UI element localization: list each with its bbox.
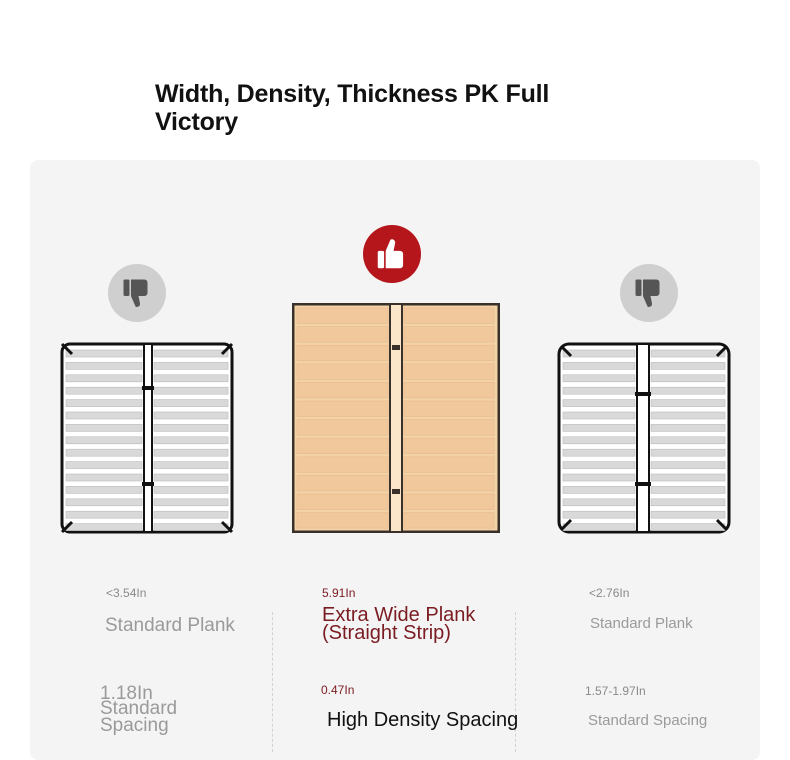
slat (563, 486, 635, 493)
page-title: Width, Density, Thickness PK Full Victory (155, 80, 550, 136)
slat (404, 382, 494, 398)
slat (297, 475, 388, 491)
slat (563, 362, 635, 369)
slat (651, 524, 725, 531)
slat (404, 345, 494, 361)
slat (66, 437, 142, 444)
slat (66, 449, 142, 456)
standard-slat-frame-right (557, 342, 731, 534)
spacing-value: 1.18In (100, 683, 153, 704)
slat (297, 364, 388, 380)
slat (297, 494, 388, 510)
slat (66, 350, 142, 357)
slat (651, 499, 725, 506)
slat (404, 401, 494, 417)
slat (563, 474, 635, 481)
slat (66, 362, 142, 369)
slat (651, 375, 725, 382)
slat (404, 513, 494, 529)
slat (297, 513, 388, 529)
spacing-value: 0.47In (321, 683, 355, 697)
slat (154, 437, 228, 444)
slat (651, 412, 725, 419)
extra-wide-slat-frame (292, 303, 500, 533)
slat (297, 308, 388, 324)
slat (651, 350, 725, 357)
slat (651, 362, 725, 369)
spacing-label: Spacing (100, 715, 169, 736)
slat (66, 474, 142, 481)
spacing-label: Standard (100, 698, 178, 719)
plank-type-label: Standard Plank (590, 615, 693, 632)
plank-width-value: <3.54In (106, 586, 147, 600)
slat (154, 412, 228, 419)
slat (651, 437, 725, 444)
slat (297, 457, 388, 473)
thumbs-down-icon (108, 264, 166, 322)
slat (297, 382, 388, 398)
slat (154, 350, 228, 357)
slat (66, 400, 142, 407)
slat (154, 375, 228, 382)
slat (651, 424, 725, 431)
slat (563, 462, 635, 469)
slat (154, 486, 228, 493)
slat (404, 494, 494, 510)
plank-type-sublabel: (Straight Strip) (322, 622, 451, 644)
slat (404, 475, 494, 491)
slat (563, 424, 635, 431)
slat (154, 499, 228, 506)
standard-slat-frame-left (60, 342, 234, 534)
slat (404, 308, 494, 324)
slat (563, 387, 635, 394)
spacing-label: Standard Spacing (588, 712, 708, 729)
column-divider (272, 612, 273, 752)
slat (154, 524, 228, 531)
slat (66, 486, 142, 493)
thumbs-down-icon (620, 264, 678, 322)
slat (66, 524, 142, 531)
slat (404, 364, 494, 380)
slat (297, 401, 388, 417)
slat (154, 400, 228, 407)
slat (66, 511, 142, 518)
slat (66, 499, 142, 506)
slat (651, 387, 725, 394)
slat (563, 449, 635, 456)
slat (563, 437, 635, 444)
plank-width-value: <2.76In (589, 586, 630, 600)
slat (154, 511, 228, 518)
slat (404, 457, 494, 473)
slat (563, 412, 635, 419)
slat (297, 327, 388, 343)
slat (154, 474, 228, 481)
slat (404, 327, 494, 343)
spacing-value: 1.57-1.97In (585, 684, 646, 698)
plank-type-label: Standard Plank (105, 615, 235, 636)
slat (563, 511, 635, 518)
slat (66, 412, 142, 419)
slat (651, 486, 725, 493)
plank-width-value: 5.91In (322, 586, 356, 600)
slat (66, 462, 142, 469)
slat (404, 420, 494, 436)
slat (404, 438, 494, 454)
slat (563, 499, 635, 506)
slat (154, 387, 228, 394)
slat (297, 345, 388, 361)
slat (154, 449, 228, 456)
plank-type-label: Extra Wide Plank (322, 604, 476, 626)
slat (297, 420, 388, 436)
slat (651, 474, 725, 481)
spacing-label: High Density Spacing (327, 709, 519, 731)
slat (66, 424, 142, 431)
slat (563, 524, 635, 531)
slat (154, 462, 228, 469)
slat (651, 511, 725, 518)
slat (651, 449, 725, 456)
slat (651, 462, 725, 469)
slat (154, 362, 228, 369)
slat (651, 400, 725, 407)
slat (66, 387, 142, 394)
thumbs-up-icon (363, 225, 421, 283)
slat (563, 350, 635, 357)
slat (563, 400, 635, 407)
slat (66, 375, 142, 382)
slat (297, 438, 388, 454)
slat (154, 424, 228, 431)
slat (563, 375, 635, 382)
